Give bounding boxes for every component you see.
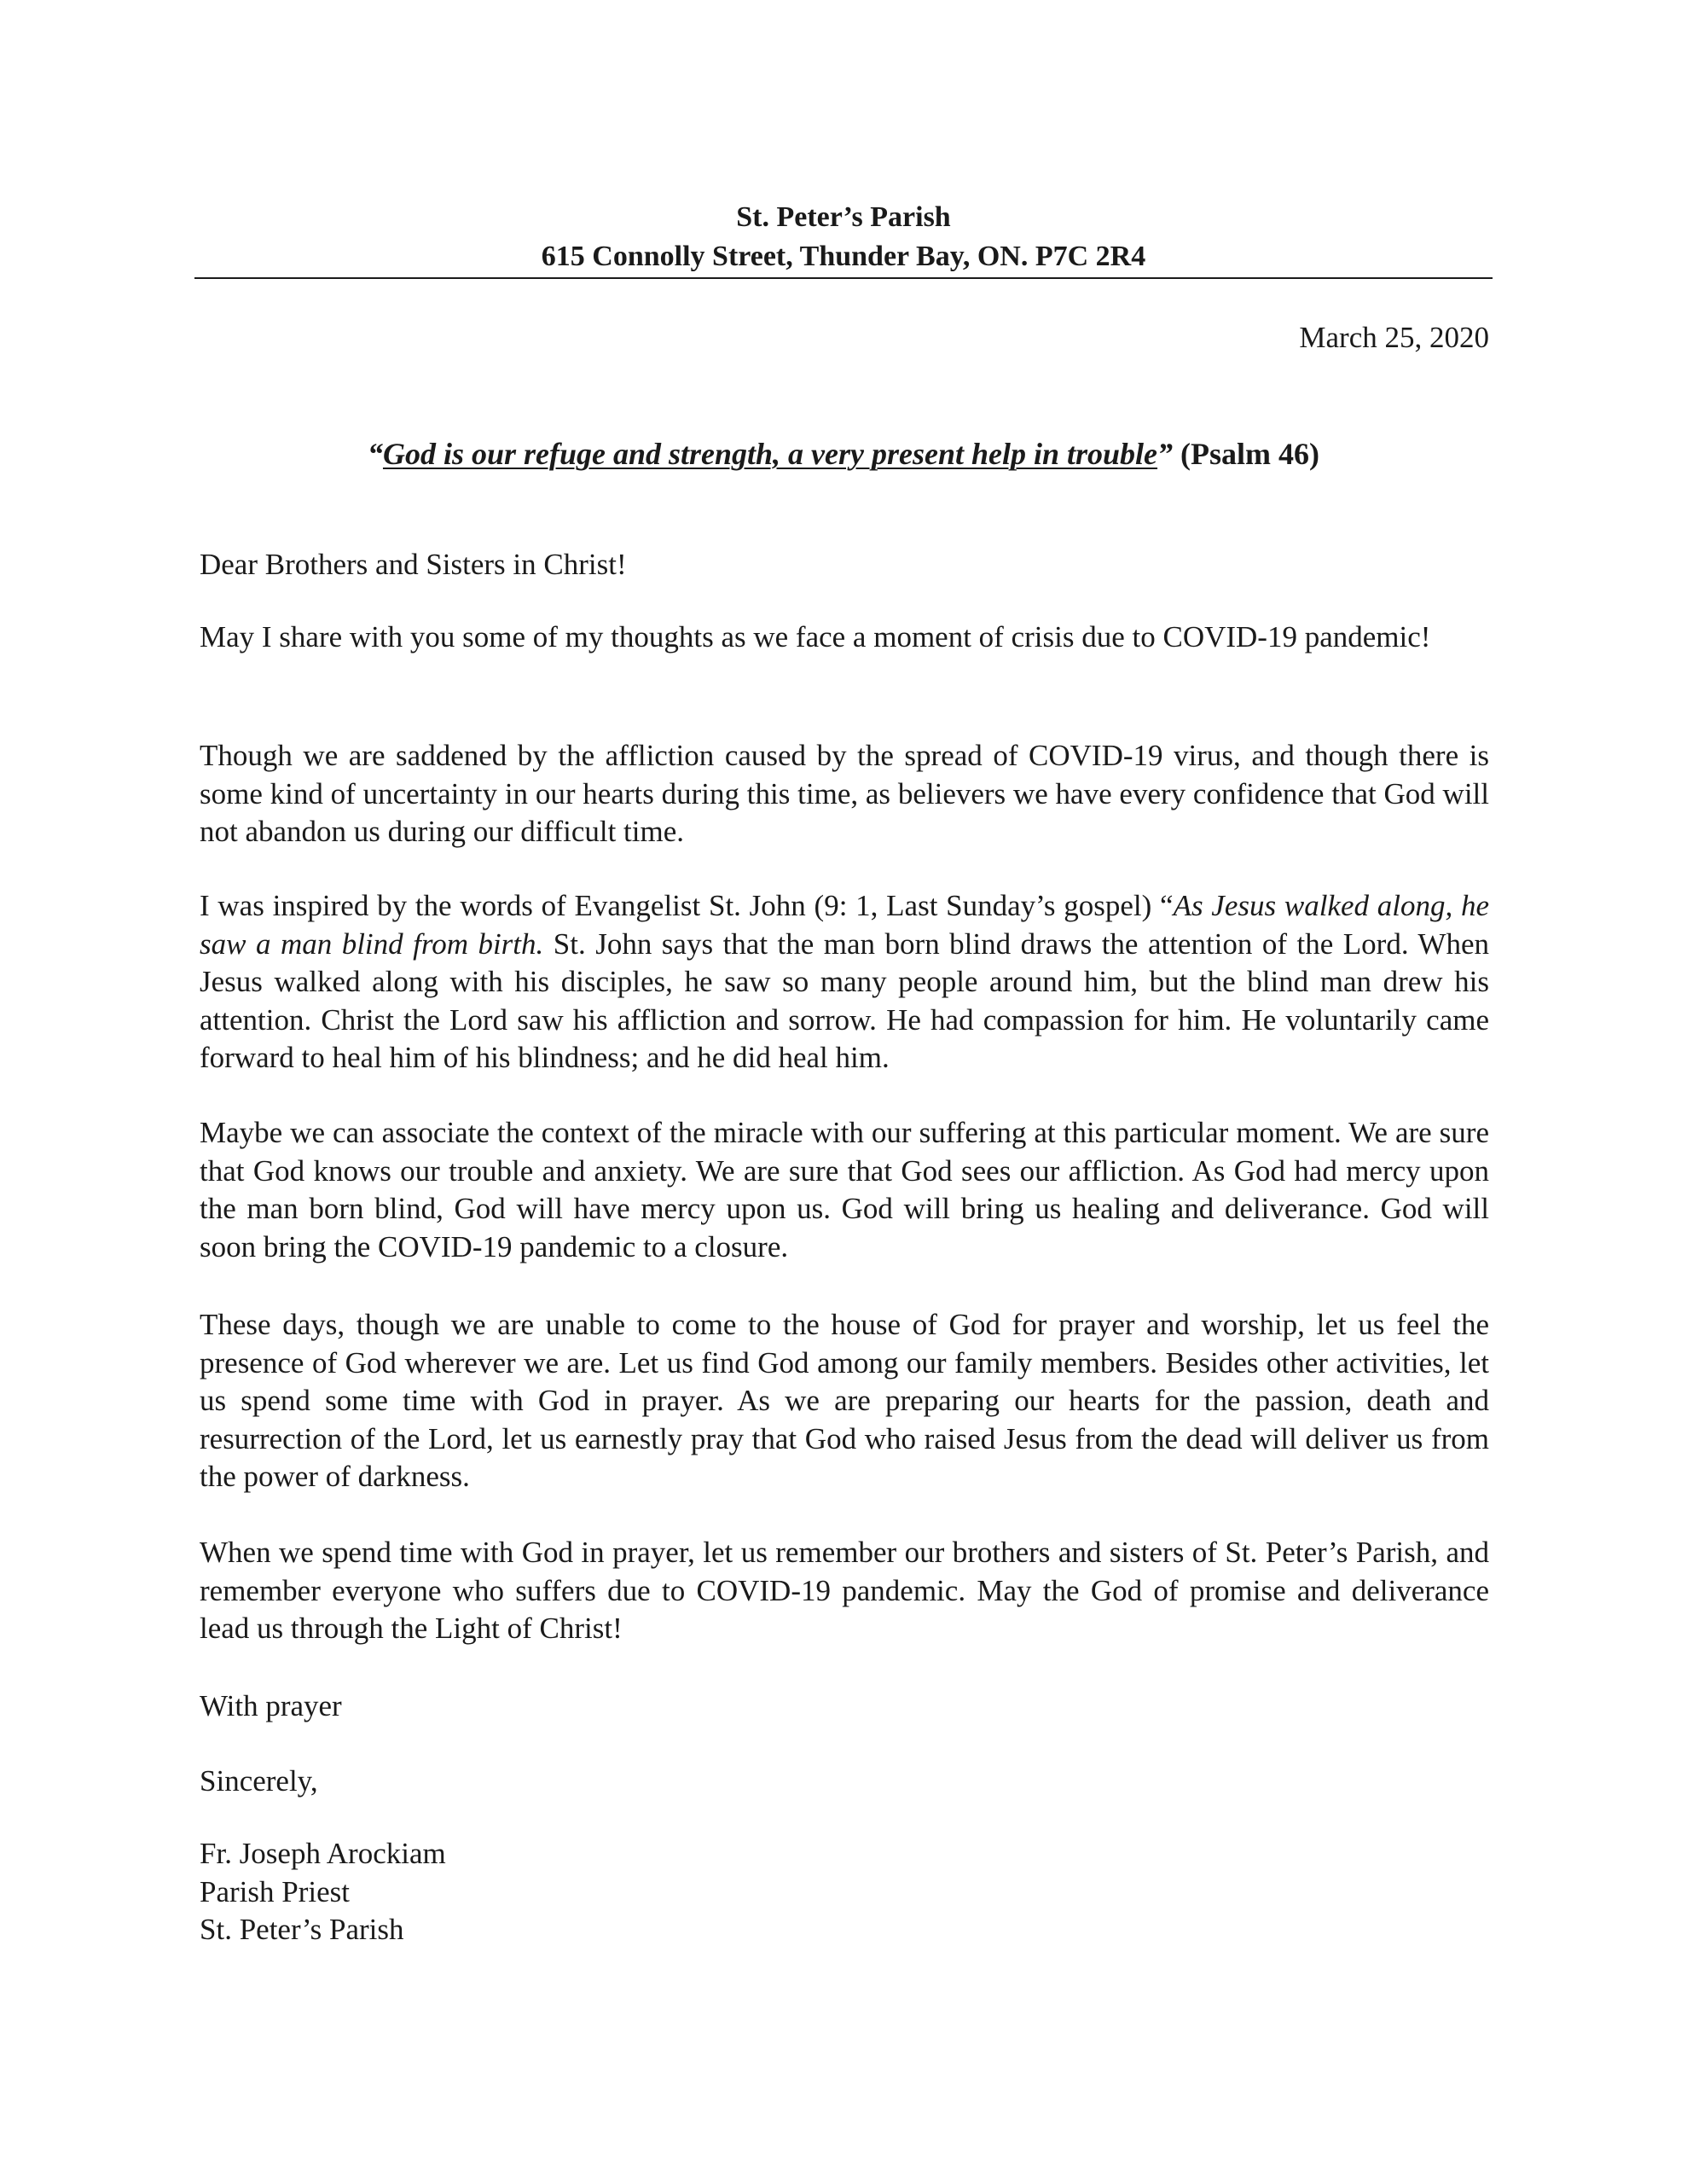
paragraph-3 xyxy=(200,887,1489,1077)
paragraph-3-scripture: As Jesus walked along, he saw a man blind from birth. xyxy=(200,889,1489,961)
signatory-title: Parish Priest xyxy=(200,1874,350,1908)
paragraph-2: Though we are saddened by the affliction caused by the spread of COVID-19 virus, and though there is some kind of uncertainty in our hearts during this time, as believers we have every confidence that God will not abandon us during our difficult time. xyxy=(200,739,1489,848)
letterhead-divider xyxy=(194,277,1493,279)
sign-off: Sincerely, xyxy=(200,1764,318,1798)
parish-address: 615 Connolly Street, Thunder Bay, ON. P7C 2R4 xyxy=(541,241,1146,272)
epigraph-citation: (Psalm 46) xyxy=(1180,437,1320,471)
epigraph xyxy=(194,433,1493,474)
signature-block xyxy=(200,1835,967,1949)
letterhead xyxy=(194,198,1493,276)
epigraph-quote: God is our refuge and strength, a very present help in trouble xyxy=(382,437,1158,471)
signatory-name: Fr. Joseph Arockiam xyxy=(200,1837,446,1870)
paragraph-3-body: St. John says that the man born blind draws the attention of the Lord. When Jesus walked along with his disciples, he saw so many people around him, but the blind man drew his attention. Christ the Lord saw his affliction and sorrow. He had compassion for him. He voluntarily came forward to heal him of his blindness; and he did heal him. xyxy=(200,926,1489,1074)
parish-name: St. Peter’s Parish xyxy=(736,201,951,233)
signatory-parish: St. Peter’s Parish xyxy=(200,1913,404,1946)
paragraph-3-intro: I was inspired by the words of Evangelist St. John (9: 1, Last Sunday’s gospel) “ xyxy=(200,889,1174,922)
paragraph-4: Maybe we can associate the context of the miracle with our suffering at this particular moment. We are sure that God knows our trouble and anxiety. We are sure that God sees our affliction. As God had mercy upon the man born blind, God will have mercy upon us. God will bring us healing and deliverance. God will soon bring the COVID-19 pandemic to a closure. xyxy=(200,1116,1489,1263)
epigraph-close-quote: ” xyxy=(1157,437,1174,471)
closing: With prayer xyxy=(200,1689,342,1722)
salutation: Dear Brothers and Sisters in Christ! xyxy=(200,548,627,581)
epigraph-open-quote: “ xyxy=(367,437,383,471)
paragraph-1: May I share with you some of my thoughts as we face a moment of crisis due to COVID-19 pandemic! xyxy=(200,620,1431,653)
paragraph-6: When we spend time with God in prayer, let us remember our brothers and sisters of St. Peter’s Parish, and remember everyone who suffers due to COVID-19 pandemic. May the God of promise and deliverance lead us through the Light of Christ! xyxy=(200,1536,1489,1645)
letter-date: March 25, 2020 xyxy=(1299,321,1489,354)
paragraph-5: These days, though we are unable to come to the house of God for prayer and worship, let us feel the presence of God wherever we are. Let us find God among our family members. Besides other activities, let us spend some time with God in prayer. As we are preparing our hearts for the passion, death and resurrection of the Lord, let us earnestly pray that God who raised Jesus from the dead will deliver us from the power of darkness. xyxy=(200,1308,1489,1493)
